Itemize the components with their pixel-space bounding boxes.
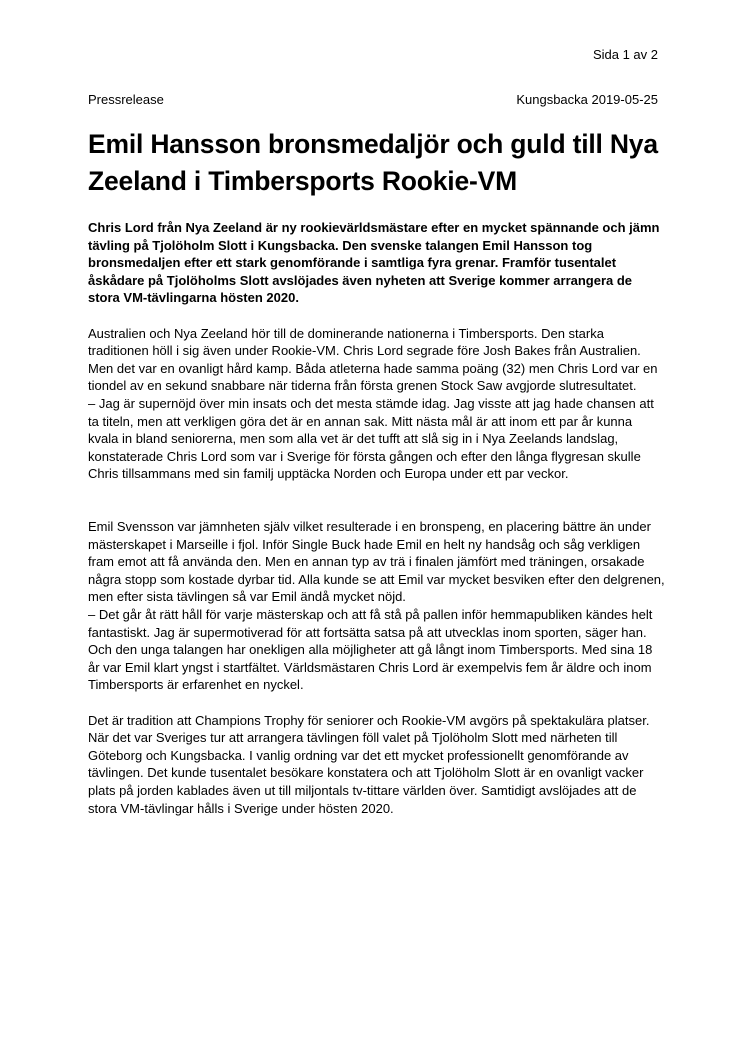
paragraph-4: – Det går åt rätt håll för varje mästerskap och att få stå på pallen inför hemmapubliken kändes helt fantastiskt. Jag är supermotiverad för att fortsätta satsa på att utvecklas inom sporten, säger han. (88, 607, 653, 640)
spacer (88, 483, 666, 501)
place-date: Kungsbacka 2019-05-25 (516, 92, 658, 107)
lead-paragraph: Chris Lord från Nya Zeeland är ny rookievärldsmästare efter en mycket spännande och jämn tävling på Tjolöholm Slott i Kungsbacka. Den svenske talangen Emil Hansson tog bronsmedaljen efter ett stark genomförande i samtliga fyra grenar. Framför tusentalet åskådare på Tjolöholms Slott avslöjades även nyheten att Sverige kommer arrangera de stora VM-tävlingarna hösten 2020. (88, 220, 660, 306)
doc-type: Pressrelease (88, 92, 164, 107)
page-number: Sida 1 av 2 (592, 47, 658, 62)
article-body (88, 219, 666, 817)
headline: Emil Hansson bronsmedaljör och guld till Nya Zeeland i Timbersports Rookie-VM (88, 129, 658, 196)
spacer (88, 694, 666, 712)
paragraph-5: Och den unga talangen har onekligen alla möjligheter att gå långt inom Timbersports. Med sina 18 år var Emil klart yngst i startfältet. Världsmästaren Chris Lord är exempelvis fem år äldre och inom Timbersports är erfarenhet en nyckel. (88, 642, 653, 693)
paragraph-6: Det är tradition att Champions Trophy för seniorer och Rookie-VM avgörs på spektakulära platser. När det var Sveriges tur att arrangera tävlingen föll valet på Tjolöholm Slott med närheten till Göteborg och Kungsbacka. I vanlig ordning var det ett mycket professionellt genomförande av tävlingen. Det kunde tusentalet besökare konstatera och att Tjolöholm Slott är en ovanligt vacker plats på jorden kablades även ut till miljontals tv-tittare världen över. Samtidigt avslöjades att de stora VM-tävlingar hålls i Sverige under hösten 2020. (88, 712, 650, 816)
paragraph-2: – Jag är supernöjd över min insats och det mesta stämde idag. Jag visste att jag hade chansen att ta titeln, men att verkligen göra det är en annan sak. Mitt nästa mål är att inom ett par år kunna kvala in bland seniorerna, men som alla vet är det tufft att slå sig in i Nya Zeelands landslag, konstaterade Chris Lord som var i Sverige för första gången och efter den långa flygresan skulle Chris tillsammans med sin familj upptäcka Norden och Europa under ett par veckor. (88, 395, 654, 482)
paragraph-1: Australien och Nya Zeeland hör till de dominerande nationerna i Timbersports. Den starka traditionen höll i sig även under Rookie-VM. Chris Lord segrade före Josh Bakes från Australien. Men det var en ovanligt hård kamp. Båda atleterna hade samma poäng (32) men Chris Lord var en tiondel av en sekund snabbare när tiderna från första grenen Stock Saw avgjorde slutresultatet. (88, 325, 658, 394)
spacer (88, 501, 666, 519)
paragraph-3: Emil Svensson var jämnheten själv vilket resulterade i en bronspeng, en placering bättre än under mästerskapet i Marseille i fjol. Inför Single Buck hade Emil en helt ny handsåg och såg verkligen fram emot att få använda den. Men en annan typ av trä i finalen jämfört med träningen, orsakade några stopp som kostade dyrbar tid. Alla kunde se att Emil var mycket besviken efter den delgrenen, men efter sista tävlingen så var Emil ändå mycket nöjd. (88, 519, 665, 605)
header-line (88, 92, 658, 108)
